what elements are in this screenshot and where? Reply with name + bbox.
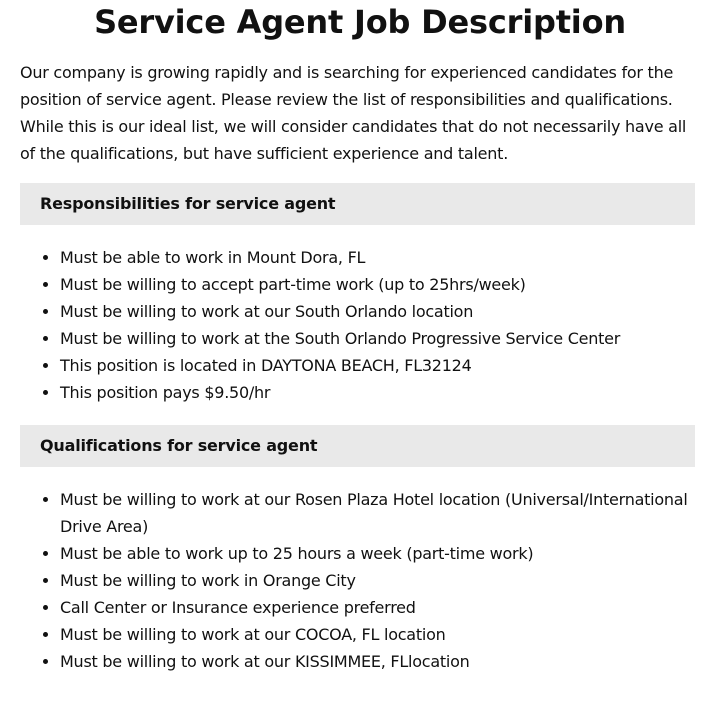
- intro-paragraph: Our company is growing rapidly and is searching for experienced candidates for the position of service agent. Please review the list of responsibilities and qualifications. While this is our ideal list, we will consider candidates that do not necessarily have all of the qualifications, but have sufficient experience and talent.: [20, 63, 687, 163]
- list-item: • Must be willing to work at the South Orlando Progressive Service Center: [60, 325, 700, 352]
- responsibilities-heading: Responsibilities for service agent: [20, 183, 695, 225]
- page-title: Service Agent Job Description: [94, 3, 626, 41]
- list-item: • Must be willing to work in Orange City: [60, 567, 700, 594]
- qualifications-heading: Qualifications for service agent: [20, 425, 695, 467]
- qualifications-list: [20, 486, 700, 675]
- list-item: • This position is located in DAYTONA BEACH, FL32124: [60, 352, 700, 379]
- list-item: • Call Center or Insurance experience preferred: [60, 594, 700, 621]
- list-item: • Must be willing to work at our COCOA, FL location: [60, 621, 700, 648]
- list-item: • This position pays $9.50/hr: [60, 379, 700, 406]
- list-item: • Must be able to work in Mount Dora, FL: [60, 244, 700, 271]
- responsibilities-list: [20, 244, 700, 406]
- list-item: • Must be willing to work at our KISSIMMEE, FLlocation: [60, 648, 700, 675]
- list-item: • Must be willing to accept part-time work (up to 25hrs/week): [60, 271, 700, 298]
- list-item: • Must be willing to work at our Rosen Plaza Hotel location (Universal/International Drive Area): [60, 486, 700, 540]
- list-item: • Must be able to work up to 25 hours a week (part-time work): [60, 540, 700, 567]
- list-item: • Must be willing to work at our South Orlando location: [60, 298, 700, 325]
